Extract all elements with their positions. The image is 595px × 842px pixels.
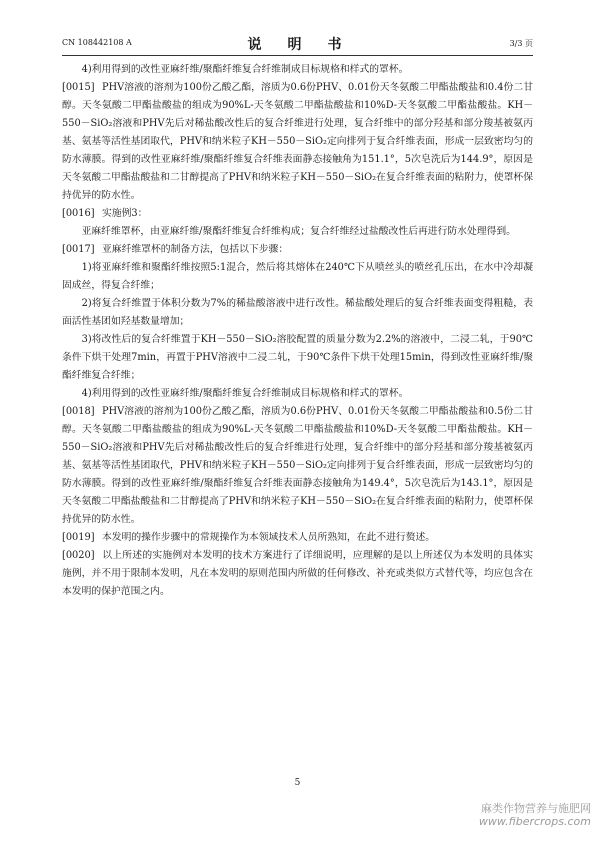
- document-number: CN 108442108 A: [62, 38, 132, 47]
- watermark-url: www.fibercrops.com: [478, 815, 591, 828]
- paragraph-text: 以上所述的实施例对本发明的技术方案进行了详细说明，应理解的是以上所述仅为本发明的具体实施例，并不用于限制本发明，凡在本发明的原则范围内所做的任何修改、补充或类似方式替代等，均应包含在本发明的保护范围之内。: [62, 550, 533, 597]
- document-body: [62, 61, 533, 601]
- paragraph-number: [0020]: [62, 550, 95, 561]
- paragraph-number: [0016]: [62, 208, 95, 219]
- paragraph: [62, 259, 533, 295]
- paragraph-number: [0018]: [62, 406, 95, 417]
- paragraph-text: 本发明的操作步骤中的常规操作为本领域技术人员所熟知，在此不进行赘述。: [102, 532, 436, 543]
- paragraph-text: 1)将亚麻纤维和聚酯纤维按照5:1混合，然后将其熔体在240℃下从喷丝头的喷丝孔压出，在水中冷却凝固成丝，得复合纤维；: [62, 262, 533, 291]
- paragraph-text: 2)将复合纤维置于体积分数为7%的稀盐酸溶液中进行改性。稀盐酸处理后的复合纤维表面变得粗糙，表面活性基团如羟基数量增加；: [62, 298, 533, 327]
- paragraph-text: 亚麻纤维罩杯的制备方法，包括以下步骤：: [102, 244, 289, 255]
- header-divider: [62, 55, 533, 56]
- paragraph-number: [0017]: [62, 244, 95, 255]
- document-title: 说 明 书: [247, 37, 348, 53]
- paragraph-number: [0019]: [62, 532, 95, 543]
- paragraph: [62, 241, 533, 259]
- page-number: 5: [294, 778, 301, 788]
- paragraph: [62, 529, 533, 547]
- paragraph-text: PHV溶液的溶剂为100份乙酸乙酯，溶质为0.6份PHV、0.01份天冬氨酸二甲酯盐酸盐和0.4份二甘醇。天冬氨酸二甲酯盐酸盐的组成为90%L-天冬氨酸二甲酯盐酸盐和10%D-天冬氨酸二甲酯盐酸盐。KH－550－SiO₂溶液和PHV先后对稀盐酸改性后的复合纤维进行处理，复合纤维中的部分羟基和部分羧基被氨丙基、氨基等活性基团取代，PHV和纳米粒子KH－550－SiO₂定向排列于复合纤维表面，形成一层致密均匀的防水薄膜。得到的改性亚麻纤维/聚酯纤维复合纤维表面静态接触角为151.1°，5次皂洗后为144.9°，原因是天冬氨酸二甲酯盐酸盐和二甘醇提高了PHV和纳米粒子KH－550－SiO₂在复合纤维表面的粘附力，使罩杯保持优异的防水性。: [62, 82, 533, 201]
- paragraph-number: [0015]: [62, 82, 95, 93]
- paragraph-text: PHV溶液的溶剂为100份乙酸乙酯，溶质为0.6份PHV、0.01份天冬氨酸二甲酯盐酸盐和0.5份二甘醇。天冬氨酸二甲酯盐酸盐的组成为90%L-天冬氨酸二甲酯盐酸盐和10%D-天冬氨酸二甲酯盐酸盐。KH－550－SiO₂溶液和PHV先后对稀盐酸改性后的复合纤维进行处理，复合纤维中的部分羟基和部分羧基被氨丙基、氨基等活性基团取代，PHV和纳米粒子KH－550－SiO₂定向排列于复合纤维表面，形成一层致密均匀的防水薄膜。得到的改性亚麻纤维/聚酯纤维复合纤维表面静态接触角为149.4°，5次皂洗后为143.1°，原因是天冬氨酸二甲酯盐酸盐和二甘醇提高了PHV和纳米粒子KH－550－SiO₂在复合纤维表面的粘附力，使罩杯保持优异的防水性。: [62, 406, 533, 525]
- page-header: [62, 34, 533, 52]
- paragraph: [62, 295, 533, 331]
- paragraph: [62, 223, 533, 241]
- paragraph-text: 4)利用得到的改性亚麻纤维/聚酯纤维复合纤维制成目标规格和样式的罩杯。: [81, 388, 409, 399]
- paragraph-text: 实施例3：: [102, 208, 148, 219]
- paragraph: [62, 331, 533, 385]
- paragraph: [62, 385, 533, 403]
- paragraph: [62, 547, 533, 601]
- watermark: [479, 802, 591, 828]
- paragraph: [62, 205, 533, 223]
- paragraph-text: 4)利用得到的改性亚麻纤维/聚酯纤维复合纤维制成目标规格和样式的罩杯。: [81, 64, 409, 75]
- paragraph-text: 亚麻纤维罩杯，由亚麻纤维/聚酯纤维复合纤维构成；复合纤维经过盐酸改性后再进行防水处理得到。: [81, 226, 516, 237]
- watermark-site-name: 麻类作物营养与施肥网: [481, 802, 591, 815]
- paragraph-text: 3)将改性后的复合纤维置于KH－550－SiO₂溶胶配置的质量分数为2.2%的溶液中，二浸二轧，于90℃条件下烘干处理7min，再置于PHV溶液中二浸二轧，于90℃条件下烘干处理15min，得到改性亚麻纤维/聚酯纤维复合纤维；: [62, 334, 533, 381]
- paragraph: [62, 79, 533, 205]
- paragraph: [62, 403, 533, 529]
- paragraph: [62, 61, 533, 79]
- page-info: 3/3 页: [509, 39, 533, 48]
